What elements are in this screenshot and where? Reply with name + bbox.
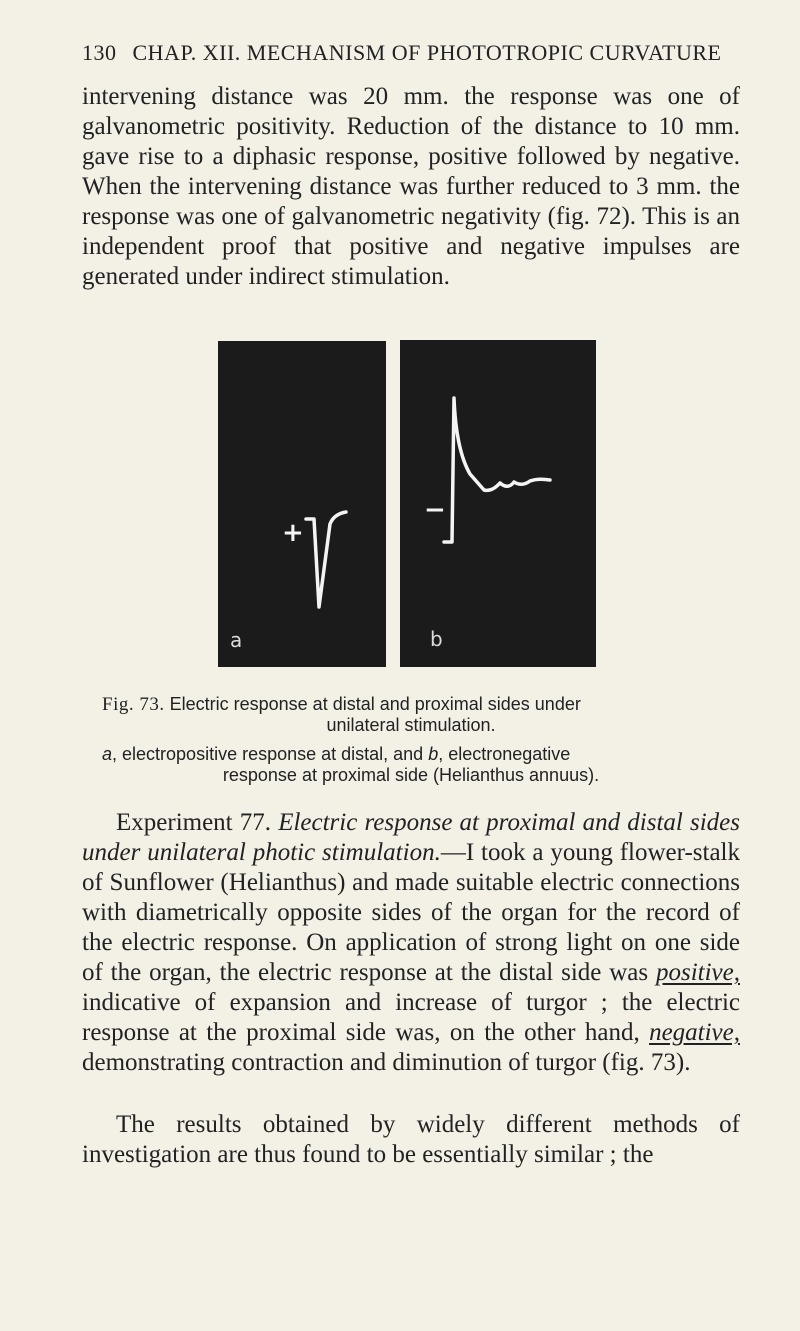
caption-sub-text1: , electropositive response at distal, and [112,744,429,764]
caption-title-line2: unilateral stimulation. [326,715,496,735]
page-number: 130 [82,40,117,65]
caption-subtext [82,744,740,765]
experiment-text2: indicative of expansion and increase of turgor ; the electric response at the proximal side was, on the other hand, [82,989,740,1046]
experiment-lead: Experiment 77. [116,809,272,836]
caption-sub-a: a [102,744,113,764]
running-header [82,40,722,66]
caption-sub-b: b [428,744,439,764]
panel-b-label: b [430,627,443,651]
experiment-title: Electric response at proximal and distal sides under unilateral photic stimulation. [82,809,740,866]
figure-73 [218,341,598,667]
trace-a-line [306,512,346,607]
paragraph-experiment-77 [82,808,740,1078]
figure-caption [82,694,740,786]
experiment-text3: demonstrating contraction and diminution of turgor (fig. 73). [82,1049,691,1076]
caption-title [82,694,740,715]
running-title: CHAP. XII. MECHANISM OF PHOTOTROPIC CURVATURE [132,40,722,65]
paragraph-intro: intervening distance was 20 mm. the response was one of galvanometric positivity. Reduction of the distance to 10 mm. gave rise to a diphasic response, positive followed by negative. When the intervening distance was further reduced to 3 mm. the response was one of galvanometric negativity (fig. 72). This is an independent proof that positive and negative impulses are generated under indirect stimulation. [82,83,740,290]
caption-sub-line2: response at proximal side (Helianthus annuus). [222,765,600,785]
caption-sub-text2: , electronegative [438,744,571,764]
experiment-text1: —I took a young flower-stalk of Sunflower (Helianthus) and made suitable electric connections with diametrically opposite sides of the organ for the record of the electric response. On application of strong light on one side of the organ, the electric response at the distal side was [82,839,741,986]
panel-a-sign: + [282,518,304,548]
panel-a-label: a [230,628,243,652]
experiment-negative: negative, [649,1019,740,1046]
trace-b-line [444,398,550,542]
caption-title-line1: Electric response at distal and proximal sides under [169,694,581,714]
panel-a-electropositive-trace [218,341,386,667]
panel-b-sign: − [424,495,446,525]
caption-fig-label: Fig. 73. [102,694,165,715]
trace-b-svg [400,340,596,667]
experiment-positive: positive, [655,959,740,986]
trace-a-svg [218,341,386,667]
paragraph-results: The results obtained by widely different methods of investigation are thus found to be essentially similar ; the [82,1111,740,1168]
panel-b-electronegative-trace [400,340,596,667]
